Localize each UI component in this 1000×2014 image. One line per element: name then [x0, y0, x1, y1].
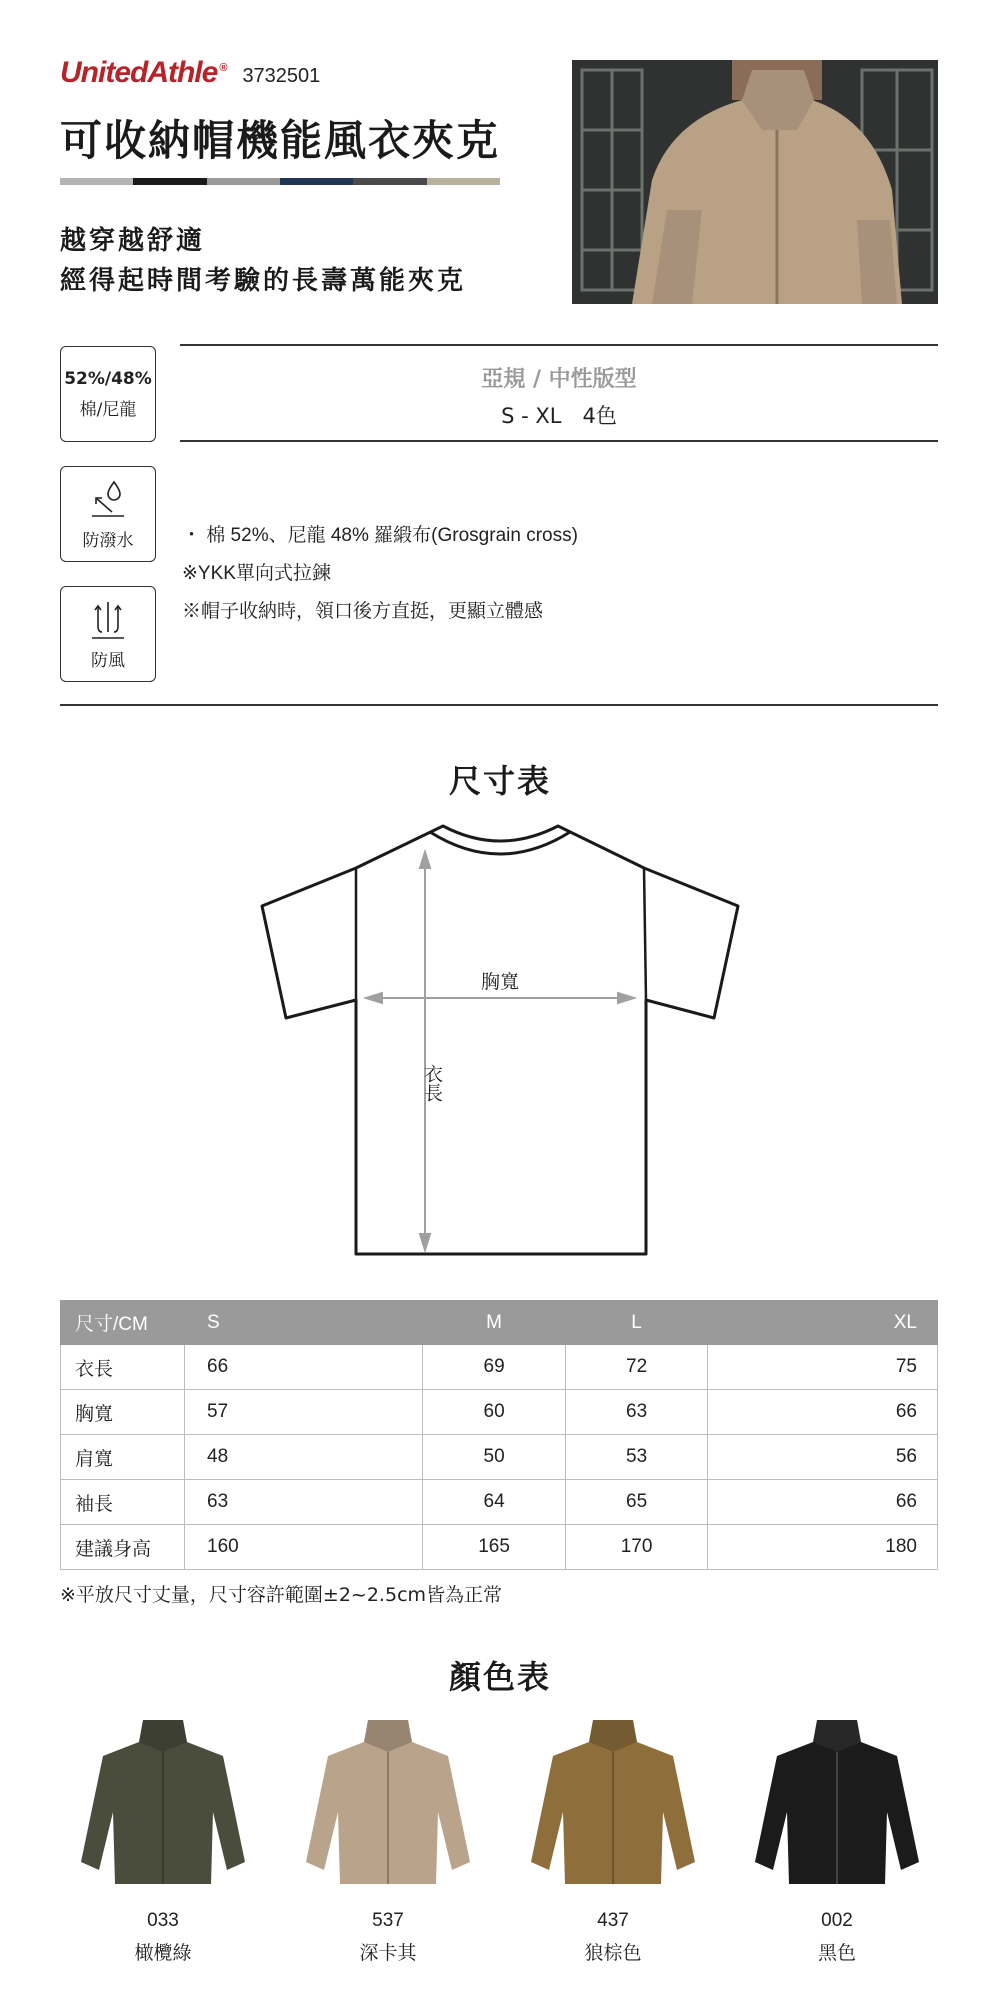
windproof-label: 防風 [91, 650, 125, 671]
table-row [61, 1345, 938, 1390]
windproof-badge [60, 586, 156, 682]
strip-segment [133, 178, 206, 185]
body-length-label: 衣長 [421, 1064, 443, 1102]
table-row [61, 1525, 938, 1570]
color-chart-title: 顏色表 [448, 1658, 551, 1696]
product-title: 可收納帽機能風衣夾克 [60, 116, 501, 165]
table-cell: 160 [185, 1525, 423, 1570]
table-row [61, 1390, 938, 1435]
color-name: 橄欖綠 [134, 1942, 192, 1964]
size-chart-title: 尺寸表 [448, 762, 551, 800]
table-cell: 75 [708, 1345, 938, 1390]
color-name: 黑色 [817, 1942, 856, 1964]
table-header-cell: S [185, 1301, 423, 1345]
table-cell: 65 [565, 1480, 707, 1525]
chest-width-label: 胸寬 [480, 971, 520, 993]
color-code: 033 [147, 1910, 179, 1931]
table-header-cell: M [423, 1301, 565, 1345]
strip-segment [207, 178, 280, 185]
divider [180, 440, 938, 442]
windproof-icon [86, 598, 130, 642]
table-cell: 50 [423, 1435, 565, 1480]
table-header-cell: XL [708, 1301, 938, 1345]
table-cell: 165 [423, 1525, 565, 1570]
hero-photo [572, 60, 938, 304]
spec-fabric: ・ 棉 52%、尼龍 48% 羅緞布(Grosgrain cross) [182, 525, 578, 546]
fit-label: 亞規 / 中性版型 [481, 367, 637, 392]
row-label: 袖長 [61, 1480, 185, 1525]
color-swatch-437 [518, 1712, 708, 1965]
measurement-note: ※平放尺寸丈量，尺寸容許範圍±2~2.5cm皆為正常 [60, 1584, 503, 1606]
color-swatch-537 [293, 1712, 483, 1965]
row-label: 建議身高 [61, 1525, 185, 1570]
strip-segment [60, 178, 133, 185]
table-cell: 72 [565, 1345, 707, 1390]
jacket-olive-image [73, 1712, 253, 1892]
table-cell: 56 [708, 1435, 938, 1480]
tagline-1: 越穿越舒適 [60, 226, 206, 256]
color-name: 深卡其 [359, 1942, 417, 1964]
table-cell: 57 [185, 1390, 423, 1435]
spec-hood: ※帽子收納時，領口後方直挺，更顯立體感 [182, 601, 544, 622]
color-name: 狼棕色 [584, 1942, 642, 1964]
size-diagram [0, 820, 1000, 1260]
water-repellent-icon [86, 478, 130, 522]
water-repellent-badge [60, 466, 156, 562]
table-cell: 53 [565, 1435, 707, 1480]
material-percent: 52%/48% [64, 368, 152, 389]
table-header-cell: 尺寸/CM [61, 1301, 185, 1345]
size-range: S - XL 4色 [501, 404, 617, 428]
table-cell: 66 [185, 1345, 423, 1390]
table-cell: 66 [708, 1480, 938, 1525]
table-cell: 69 [423, 1345, 565, 1390]
divider [60, 704, 938, 706]
strip-segment [280, 178, 353, 185]
color-swatch-033 [68, 1712, 258, 1965]
row-label: 肩寬 [61, 1435, 185, 1480]
row-label: 衣長 [61, 1345, 185, 1390]
table-cell: 180 [708, 1525, 938, 1570]
brand-logo: UnitedAthle ® [60, 56, 227, 89]
product-code: 3732501 [242, 65, 321, 87]
row-label: 胸寬 [61, 1390, 185, 1435]
table-cell: 48 [185, 1435, 423, 1480]
table-cell: 170 [565, 1525, 707, 1570]
table-cell: 66 [708, 1390, 938, 1435]
tagline-2: 經得起時間考驗的長壽萬能夾克 [60, 266, 467, 296]
strip-segment [427, 178, 500, 185]
color-code: 537 [372, 1910, 404, 1931]
jacket-black-image [747, 1712, 927, 1892]
table-cell: 63 [565, 1390, 707, 1435]
size-table [60, 1300, 938, 1570]
tshirt-outline [262, 826, 738, 1254]
material-fiber: 棉/尼龍 [79, 399, 137, 420]
table-cell: 60 [423, 1390, 565, 1435]
strip-segment [353, 178, 426, 185]
water-repellent-label: 防潑水 [82, 530, 134, 551]
color-code: 002 [821, 1910, 853, 1931]
table-header-cell: L [565, 1301, 707, 1345]
spec-zipper: ※YKK單向式拉鍊 [182, 563, 331, 584]
jacket-khaki-image [298, 1712, 478, 1892]
color-strip [60, 178, 500, 185]
brand-header [60, 56, 320, 90]
divider [180, 344, 938, 346]
color-code: 437 [597, 1910, 629, 1931]
hero-jacket-illustration [572, 60, 938, 304]
color-swatch-002 [742, 1712, 932, 1965]
table-cell: 64 [423, 1480, 565, 1525]
table-header-row [61, 1301, 938, 1345]
material-badge [60, 346, 156, 442]
jacket-brown-image [523, 1712, 703, 1892]
table-row [61, 1480, 938, 1525]
table-row [61, 1435, 938, 1480]
table-cell: 63 [185, 1480, 423, 1525]
